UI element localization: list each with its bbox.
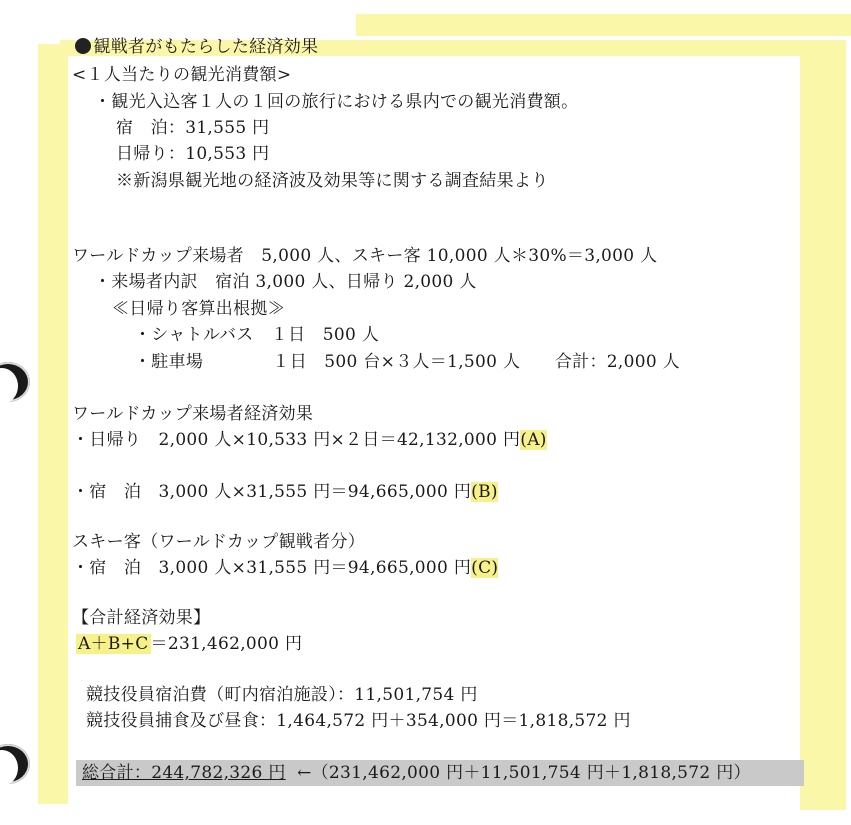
highlighter-right-margin [800,40,846,810]
visitors-line: ワールドカップ来場者 5,000 人、スキー客 10,000 人＊30%＝3,000 人 [72,246,658,266]
mark-c: (C) [471,558,499,578]
stay-cost: 宿 泊：31,555 円 [116,118,270,138]
grand-total-label: 総合計：244,782,326 円 [82,763,286,783]
parking-line: ・駐車場 １日 500 台×３人＝1,500 人 合計：2,000 人 [134,352,680,372]
wc-economic-effect-title: ワールドカップ来場者経済効果 [72,404,314,424]
section1-title: <１人当たりの観光消費額> [72,65,292,85]
daytrip-basis-title: ≪日帰り客算出根拠≫ [112,299,285,319]
binder-hole-bottom [0,744,30,784]
source-note: ※新潟県観光地の経済波及効果等に関する調査結果より [116,171,549,191]
sum-formula: A＋B+C [78,634,149,654]
day-cost: 日帰り：10,553 円 [116,144,270,164]
grand-total-line [82,762,751,784]
stay-effect: ・宿 泊 3,000 人×31,555 円＝94,665,000 円(B) [72,482,498,502]
highlighter-left-margin [38,44,68,804]
filled-circle-icon [75,38,91,54]
section1-line1: ・観光入込客１人の１回の旅行における県内での観光消費額。 [94,92,579,112]
binder-hole-top [0,362,30,402]
grand-total-formula: ←（231,462,000 円＋11,501,754 円＋1,818,572 円） [297,763,751,783]
mark-a: (A) [520,430,547,450]
officials-meals-cost: 競技役員捕食及び昼食：1,464,572 円＋354,000 円＝1,818,572 円 [86,711,631,731]
officials-stay-cost: 競技役員宿泊費（町内宿泊施設）：11,501,754 円 [86,685,478,705]
shuttle-bus-line: ・シャトルバス １日 500 人 [134,325,380,345]
total-effect-title: 【合計経済効果】 [72,608,211,628]
visitors-breakdown: ・来場者内訳 宿泊 3,000 人、日帰り 2,000 人 [94,272,477,292]
ski-visitors-title: スキー客（ワールドカップ観戦者分） [72,532,366,552]
highlighter-top-band [356,14,851,36]
daytrip-effect: ・日帰り 2,000 人×10,533 円×２日＝42,132,000 円(A) [72,430,547,450]
page-heading: 観戦者がもたらした経済効果 [64,14,318,58]
mark-b: (B) [471,482,498,502]
ski-stay-effect: ・宿 泊 3,000 人×31,555 円＝94,665,000 円(C) [72,558,499,578]
sum-line: A＋B+C ＝231,462,000 円 [78,634,303,654]
